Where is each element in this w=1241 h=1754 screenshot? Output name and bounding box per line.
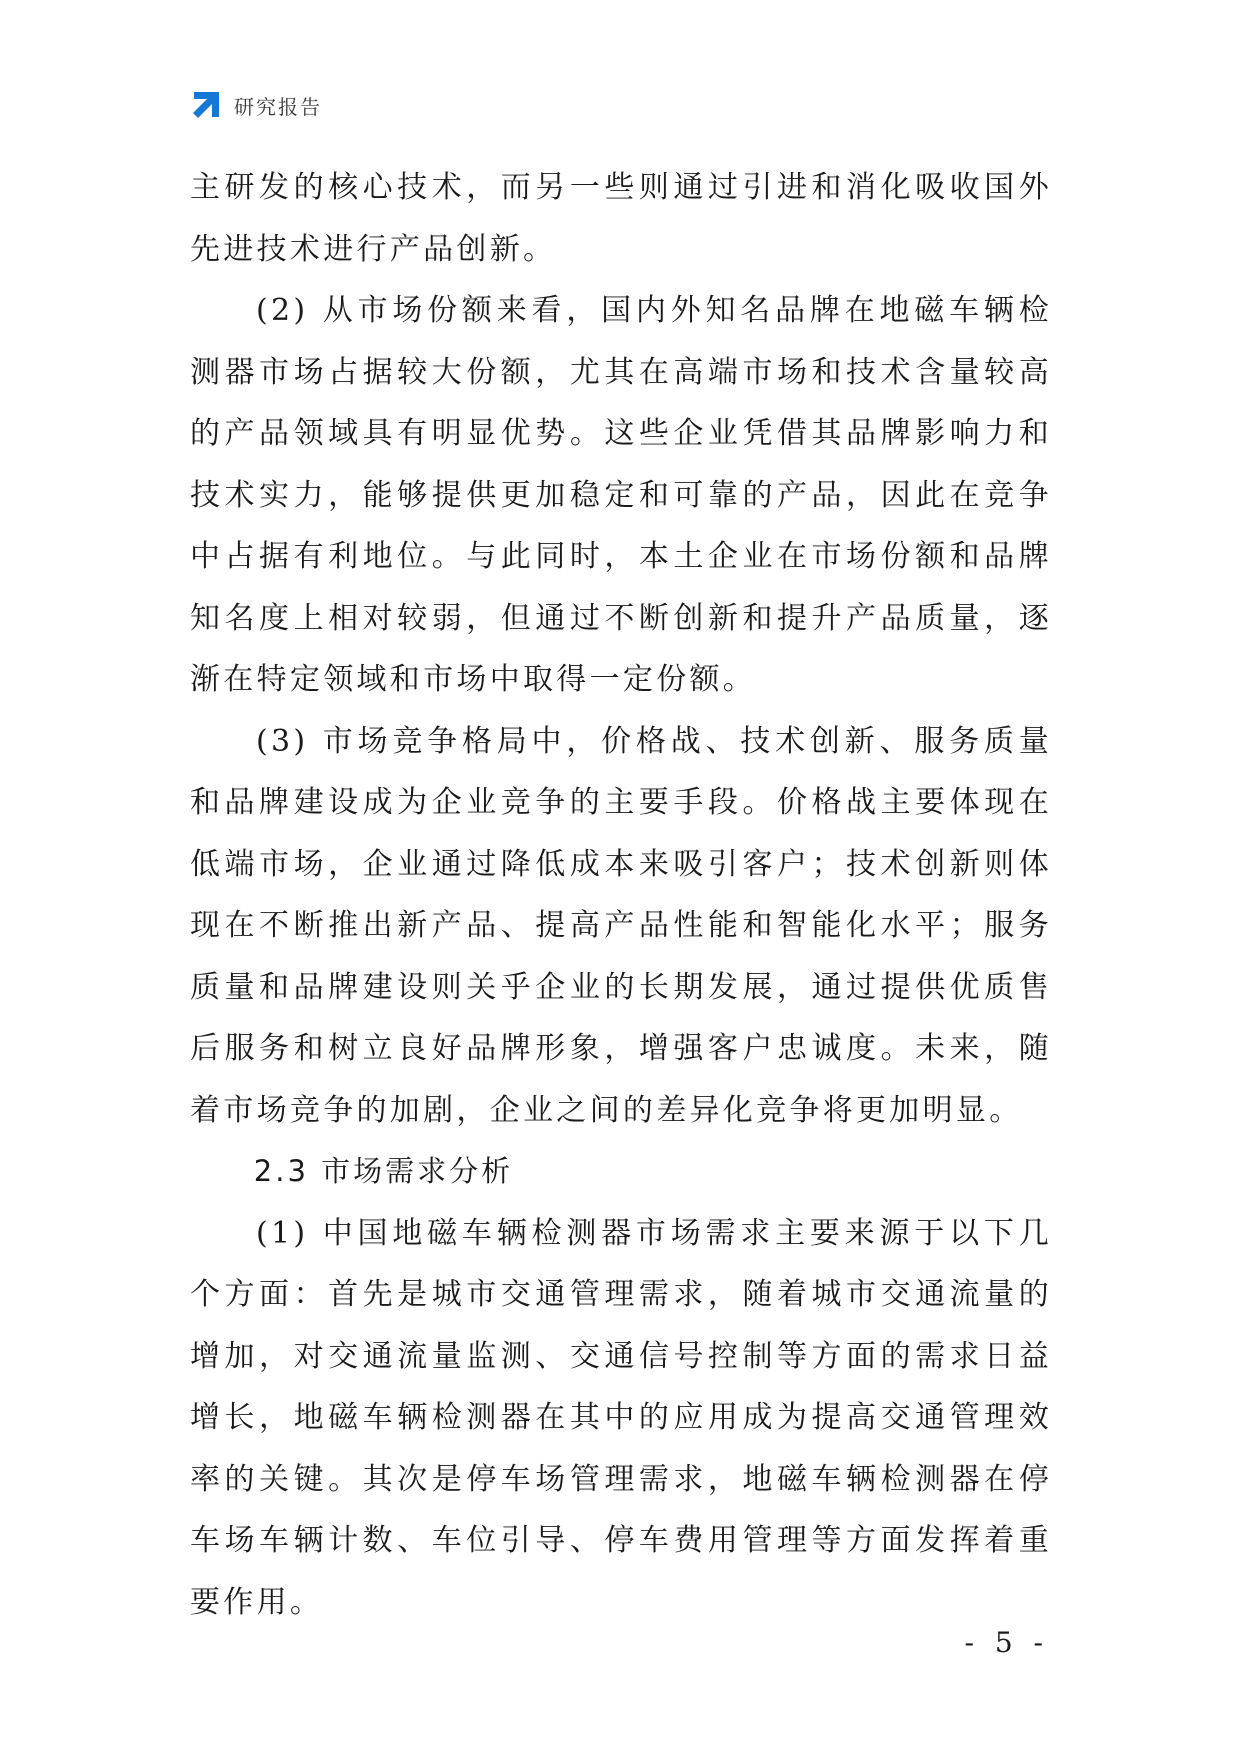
- page-header: [190, 88, 322, 122]
- document-body: [190, 157, 1052, 1633]
- section-heading: 2.3 市场需求分析: [253, 1154, 514, 1188]
- body-paragraph: (3) 市场竞争格局中，价格战、技术创新、服务质量和品牌建设成为企业竞争的主要手段。价格战主要体现在低端市场，企业通过降低成本来吸引客户；技术创新则体现在不断推出新产品、提高产品性能和智能化水平；服务质量和品牌建设则关乎企业的长期发展，通过提供优质售后服务和树立良好品牌形象，增强客户忠诚度。未来，随着市场竞争的加剧，企业之间的差异化竞争将更加明显。: [190, 723, 1052, 1128]
- page-number: - 5 -: [964, 1626, 1049, 1659]
- header-title: 研究报告: [234, 94, 322, 119]
- body-paragraph: 主研发的核心技术，而另一些则通过引进和消化吸收国外先进技术进行产品创新。: [190, 170, 1052, 267]
- diagonal-arrow-logo-icon: [190, 89, 222, 121]
- body-paragraph: (1) 中国地磁车辆检测器市场需求主要来源于以下几个方面：首先是城市交通管理需求，随着城市交通流量的增加，对交通流量监测、交通信号控制等方面的需求日益增长，地磁车辆检测器在其中的应用成为提高交通管理效率的关键。其次是停车场管理需求，地磁车辆检测器在停车场车辆计数、车位引导、停车费用管理等方面发挥着重要作用。: [190, 1215, 1052, 1620]
- body-paragraph: (2) 从市场份额来看，国内外知名品牌在地磁车辆检测器市场占据较大份额，尤其在高端市场和技术含量较高的产品领域具有明显优势。这些企业凭借其品牌影响力和技术实力，能够提供更加稳定和可靠的产品，因此在竞争中占据有利地位。与此同时，本土企业在市场份额和品牌知名度上相对较弱，但通过不断创新和提升产品质量，逐渐在特定领域和市场中取得一定份额。: [190, 293, 1052, 697]
